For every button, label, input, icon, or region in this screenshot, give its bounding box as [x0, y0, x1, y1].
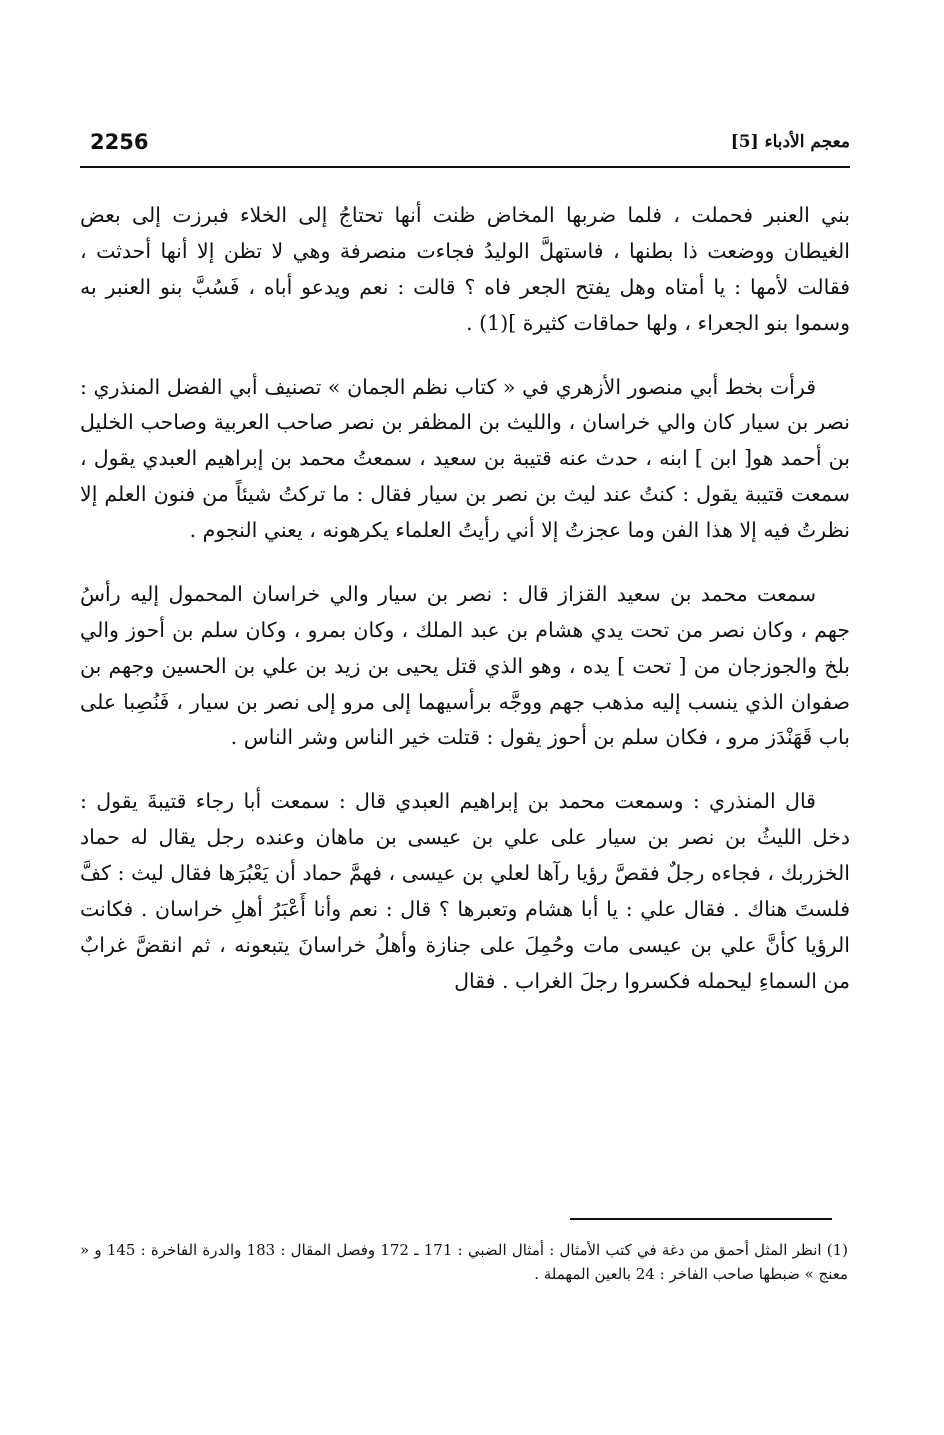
paragraph-3: سمعت محمد بن سعيد القزاز قال : نصر بن سيار والي خراسان المحمول إليه رأسُ جهم ، وكان نصر من تحت يدي هشام بن عبد الملك ، وكان بمرو ، وكان سلم بن أحوز والي بلخ والجوزجان من [ تحت ] يده ، وهو الذي قتل يحيى بن زيد بن علي بن الحسين وجهم بن صفوان الذي ينسب إليه مذهب جهم ووجَّه برأسيهما إلى مرو إلى نصر بن سيار ، فَنُصِبا على باب قَهَنْدَز مرو ، فكان سلم بن أحوز يقول : قتلت خير الناس وشر الناس .: [80, 581, 850, 750]
page-number: 2256: [90, 130, 149, 154]
footnote: (1) انظر المثل أحمق من دغة في كتب الأمثال : أمثال الضبي : 171 ـ 172 وفصل المقال : 183 والدرة الفاخرة : 145 و « معنج » ضبطها صاحب الفاخر : 24 بالعين المهملة .: [80, 1241, 848, 1283]
page-header: [80, 130, 850, 168]
paragraph-1: بني العنبر فحملت ، فلما ضربها المخاض ظنت أنها تحتاجُ إلى الخلاء فبرزت إلى بعض الغيطان ووضعت ذا بطنها ، فاستهلَّ الوليدُ فجاءت منصرفة وهي لا تظن إلا أنها أحدثت ، فقالت لأمها : يا أمتاه وهل يفتح الجعر فاه ؟ قالت : نعم ويدعو أباه ، فَسُبَّ بنو العنبر به وسموا بنو الجعراء ، ولها حماقات كثيرة ](1) .: [80, 203, 850, 335]
footnote-divider: [570, 1218, 832, 1220]
main-text: [80, 198, 850, 1028]
paragraph-4: قال المنذري : وسمعت محمد بن إبراهيم العبدي قال : سمعت أبا رجاء قتيبةَ يقول : دخل الليثُ بن نصر بن سيار على علي بن عيسى بن ماهان وعنده رجل يقال له حماد الخزربك ، فجاءه رجلٌ فقصَّ رؤيا رآها لعلي بن عيسى ، فهمَّ حماد أن يَعْبُرَها فقال ليث : كفَّ فلستَ هناك . فقال علي : يا أبا هشام وتعبرها ؟ قال : نعم وأنا أَعْبَرُ أهلِ خراسان . فكانت الرؤيا كأنَّ علي بن عيسى مات وحُمِلَ على جنازة وأهلُ خراسانَ يتبعونه ، ثم انقضَّ غرابٌ من السماءِ ليحمله فكسروا رجلَ الغراب . فقال: [80, 789, 850, 993]
paragraph-2: قرأت بخط أبي منصور الأزهري في « كتاب نظم الجمان » تصنيف أبي الفضل المنذري : نصر بن سيار كان والي خراسان ، والليث بن المظفر بن نصر صاحب العربية وصاحب الخليل بن أحمد هو[ ابن ] ابنه ، حدث عنه قتيبة بن سعيد ، سمعتُ محمد بن إبراهيم العبدي يقول ، سمعت قتيبة يقول : كنتُ عند ليث بن نصر بن سيار فقال : ما تركتُ شيئاً من فنون العلم إلا نظرتُ فيه إلا هذا الفن وما عجزتُ إلا أني رأيتُ العلماء يكرهونه ، يعني النجوم .: [80, 374, 850, 542]
running-title: معجم الأدباء [5]: [730, 132, 850, 152]
